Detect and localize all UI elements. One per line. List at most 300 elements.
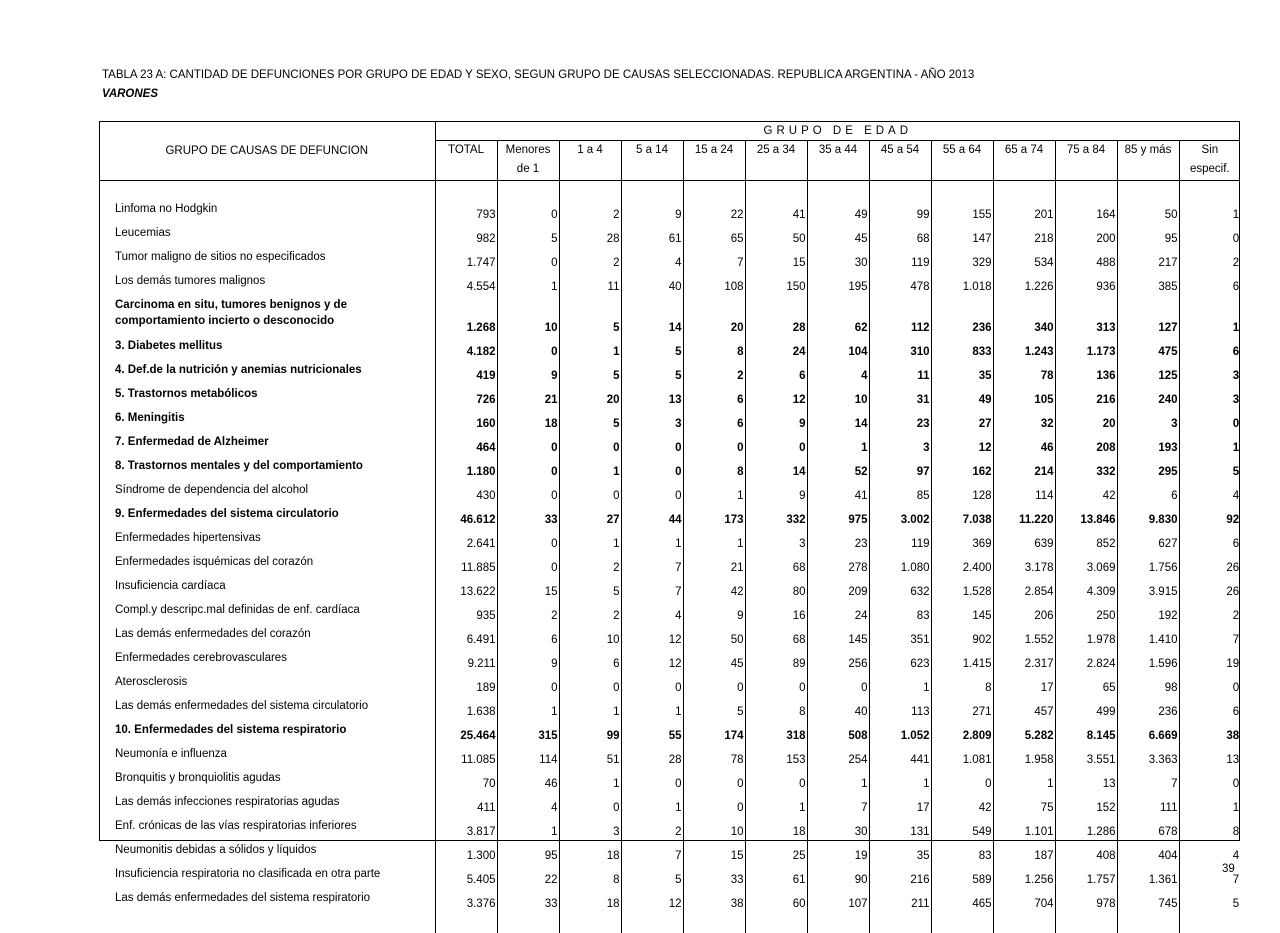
value-cell: 7	[1117, 767, 1179, 791]
value-cell: 4.182	[435, 335, 497, 359]
value-cell: 44	[621, 503, 683, 527]
value-cell: 42	[1055, 479, 1117, 503]
value-cell: 19	[1226, 658, 1240, 670]
value-cell: 534	[993, 246, 1055, 270]
value-cell: 150	[745, 270, 807, 294]
table-row	[99, 599, 1240, 623]
table-row	[99, 503, 1240, 527]
value-cell: 119	[869, 246, 931, 270]
value-cell: 236	[1117, 695, 1179, 719]
value-cell: 1	[683, 527, 745, 551]
value-cell: 15	[497, 575, 559, 599]
value-cell: 78	[683, 743, 745, 767]
value-cell: 89	[745, 647, 807, 671]
value-cell: 3	[1117, 407, 1179, 431]
value-cell: 5	[559, 294, 621, 335]
value-cell: 20	[683, 294, 745, 335]
value-cell: 90	[807, 863, 869, 887]
value-cell: 1.268	[435, 294, 497, 335]
column-header-8: 55 a 64	[931, 141, 993, 164]
value-cell: 18	[559, 839, 621, 863]
value-cell: 41	[745, 198, 807, 222]
table-row	[99, 294, 1240, 335]
value-cell: 0	[683, 791, 745, 815]
value-cell: 10	[683, 815, 745, 839]
cause-name: Insuficiencia respiratoria no clasificada en otra parte	[115, 868, 381, 880]
value-cell: 0	[1232, 778, 1240, 790]
value-cell: 3.069	[1055, 551, 1117, 575]
table-row	[99, 551, 1240, 575]
value-cell: 2	[621, 815, 683, 839]
value-cell: 1	[1232, 442, 1240, 454]
value-cell: 3	[1232, 394, 1240, 406]
value-cell: 3	[869, 431, 931, 455]
mortality-table	[99, 121, 1240, 933]
value-cell: 5	[1232, 898, 1240, 910]
value-cell: 2.641	[435, 527, 497, 551]
value-cell: 0	[745, 671, 807, 695]
cause-name: Enf. crónicas de las vías respiratorias inferiores	[115, 820, 357, 832]
column-header-line2-1: de 1	[497, 163, 559, 181]
cause-name-cell	[99, 743, 435, 767]
cause-name-cell	[99, 407, 435, 431]
table-row	[99, 791, 1240, 815]
value-cell: 408	[1055, 839, 1117, 863]
value-cell: 61	[621, 222, 683, 246]
value-cell: 5	[621, 863, 683, 887]
column-header-line2-3	[621, 163, 683, 181]
value-cell: 217	[1117, 246, 1179, 270]
value-cell: 40	[807, 695, 869, 719]
table-row	[99, 479, 1240, 503]
value-cell: 92	[1226, 514, 1240, 526]
value-cell: 1.638	[435, 695, 497, 719]
column-header-4: 15 a 24	[683, 141, 745, 164]
value-cell: 0	[807, 671, 869, 695]
value-cell: 1.415	[931, 647, 993, 671]
value-cell: 404	[1117, 839, 1179, 863]
cause-name: Enfermedades hipertensivas	[115, 532, 261, 544]
value-cell: 2.809	[931, 719, 993, 743]
table-row	[99, 455, 1240, 479]
cause-name: Las demás infecciones respiratorias agudas	[115, 796, 340, 808]
value-cell: 28	[559, 222, 621, 246]
value-cell: 7	[621, 551, 683, 575]
value-cell: 678	[1117, 815, 1179, 839]
cause-name-cell	[99, 719, 435, 743]
column-header-line2-5	[745, 163, 807, 181]
value-cell: 0	[497, 479, 559, 503]
value-cell: 1.410	[1117, 623, 1179, 647]
cause-name-cell	[99, 527, 435, 551]
value-cell: 10	[559, 623, 621, 647]
value-cell: 97	[869, 455, 931, 479]
column-header-line2-11	[1117, 163, 1179, 181]
value-cell: 112	[869, 294, 931, 335]
value-cell: 195	[807, 270, 869, 294]
value-cell: 0	[745, 431, 807, 455]
value-cell: 0	[1232, 233, 1240, 245]
value-cell: 7	[807, 791, 869, 815]
value-cell: 1	[1232, 209, 1240, 221]
value-cell: 7	[621, 575, 683, 599]
value-cell: 1	[497, 270, 559, 294]
value-cell: 83	[931, 839, 993, 863]
value-cell: 1.978	[1055, 623, 1117, 647]
value-cell: 9.830	[1117, 503, 1179, 527]
column-header-12: Sin	[1201, 144, 1219, 156]
value-cell: 152	[1055, 791, 1117, 815]
value-cell: 935	[435, 599, 497, 623]
value-cell: 488	[1055, 246, 1117, 270]
value-cell: 549	[931, 815, 993, 839]
cause-name-cell	[99, 503, 435, 527]
value-cell: 187	[993, 839, 1055, 863]
value-cell: 332	[1055, 455, 1117, 479]
value-cell: 10	[497, 294, 559, 335]
value-cell: 419	[435, 359, 497, 383]
value-cell: 45	[807, 222, 869, 246]
table-row	[99, 222, 1240, 246]
value-cell: 475	[1117, 335, 1179, 359]
value-cell: 38	[1226, 730, 1240, 742]
cause-name-cell	[99, 222, 435, 246]
value-cell: 3.551	[1055, 743, 1117, 767]
value-cell: 70	[435, 767, 497, 791]
value-cell: 12	[745, 383, 807, 407]
value-cell: 5	[621, 359, 683, 383]
value-cell: 1	[559, 695, 621, 719]
value-cell: 33	[683, 863, 745, 887]
table-title: TABLA 23 A: CANTIDAD DE DEFUNCIONES POR GRUPO DE EDAD Y SEXO, SEGUN GRUPO DE CAUSAS SELECCIONADAS. REPUBLICA ARGENTINA - AÑO 2013	[102, 69, 975, 81]
value-cell: 12	[931, 431, 993, 455]
column-header-line2-0	[435, 163, 497, 181]
value-cell: 24	[807, 599, 869, 623]
table-row	[99, 575, 1240, 599]
cause-name-cell	[99, 767, 435, 791]
page-number: 39	[1222, 863, 1235, 875]
value-cell: 627	[1117, 527, 1179, 551]
value-cell: 1.361	[1117, 863, 1179, 887]
value-cell: 12	[621, 647, 683, 671]
value-cell: 162	[931, 455, 993, 479]
cause-name: Aterosclerosis	[115, 676, 188, 688]
value-cell: 278	[807, 551, 869, 575]
value-cell: 131	[869, 815, 931, 839]
table-row	[99, 647, 1240, 671]
value-cell: 216	[869, 863, 931, 887]
value-cell: 1	[559, 455, 621, 479]
value-cell: 508	[807, 719, 869, 743]
column-header-6: 35 a 44	[807, 141, 869, 164]
table-row	[99, 270, 1240, 294]
value-cell: 1	[745, 791, 807, 815]
value-cell: 0	[497, 246, 559, 270]
value-cell: 2.824	[1055, 647, 1117, 671]
cause-name: Bronquitis y bronquiolitis agudas	[115, 772, 281, 784]
value-cell: 0	[497, 455, 559, 479]
value-cell: 833	[931, 335, 993, 359]
value-cell: 14	[745, 455, 807, 479]
table-row	[99, 839, 1240, 863]
value-cell: 6.669	[1117, 719, 1179, 743]
value-cell: 68	[745, 551, 807, 575]
value-cell: 411	[435, 791, 497, 815]
cause-name: 7. Enfermedad de Alzheimer	[115, 436, 269, 448]
value-cell: 271	[931, 695, 993, 719]
value-cell: 1.018	[931, 270, 993, 294]
value-cell: 1.180	[435, 455, 497, 479]
value-cell: 852	[1055, 527, 1117, 551]
value-cell: 40	[621, 270, 683, 294]
value-cell: 1	[497, 815, 559, 839]
value-cell: 340	[993, 294, 1055, 335]
column-header-line2-8	[931, 163, 993, 181]
cause-name: Tumor maligno de sitios no especificados	[115, 251, 326, 263]
value-cell: 465	[931, 887, 993, 911]
value-cell: 46.612	[435, 503, 497, 527]
value-cell: 478	[869, 270, 931, 294]
value-cell: 18	[745, 815, 807, 839]
value-cell: 208	[1055, 431, 1117, 455]
value-cell: 200	[1055, 222, 1117, 246]
value-cell: 1	[869, 671, 931, 695]
cause-name-cell	[99, 335, 435, 359]
cause-name: 4. Def.de la nutrición y anemias nutricionales	[115, 364, 362, 376]
value-cell: 8.145	[1055, 719, 1117, 743]
value-cell: 9	[745, 479, 807, 503]
cause-name-cell	[99, 383, 435, 407]
value-cell: 20	[1055, 407, 1117, 431]
value-cell: 12	[621, 887, 683, 911]
value-cell: 17	[869, 791, 931, 815]
value-cell: 0	[497, 527, 559, 551]
value-cell: 0	[497, 551, 559, 575]
value-cell: 726	[435, 383, 497, 407]
value-cell: 119	[869, 527, 931, 551]
cause-name-cell	[99, 479, 435, 503]
cause-name: Enfermedades isquémicas del corazón	[115, 556, 314, 568]
value-cell: 0	[497, 198, 559, 222]
value-cell: 6	[559, 647, 621, 671]
value-cell: 1.256	[993, 863, 1055, 887]
value-cell: 125	[1117, 359, 1179, 383]
value-cell: 3.817	[435, 815, 497, 839]
value-cell: 632	[869, 575, 931, 599]
value-cell: 3	[559, 815, 621, 839]
value-cell: 1	[559, 767, 621, 791]
value-cell: 14	[807, 407, 869, 431]
value-cell: 1.081	[931, 743, 993, 767]
cause-name: Las demás enfermedades del corazón	[115, 628, 311, 640]
value-cell: 254	[807, 743, 869, 767]
value-cell: 4	[497, 791, 559, 815]
value-cell: 5.282	[993, 719, 1055, 743]
value-cell: 4	[621, 599, 683, 623]
cause-name: Síndrome de dependencia del alcohol	[115, 484, 309, 496]
value-cell: 11	[559, 270, 621, 294]
value-cell: 315	[497, 719, 559, 743]
value-cell: 11.220	[993, 503, 1055, 527]
value-cell: 3.178	[993, 551, 1055, 575]
value-cell: 153	[745, 743, 807, 767]
value-cell: 256	[807, 647, 869, 671]
column-header-10: 75 a 84	[1055, 141, 1117, 164]
value-cell: 128	[931, 479, 993, 503]
value-cell: 41	[807, 479, 869, 503]
value-cell: 127	[1117, 294, 1179, 335]
column-header-3: 5 a 14	[621, 141, 683, 164]
table-row	[99, 407, 1240, 431]
table-row	[99, 671, 1240, 695]
value-cell: 13	[621, 383, 683, 407]
value-cell: 13.622	[435, 575, 497, 599]
value-cell: 6	[497, 623, 559, 647]
cause-column-header: GRUPO DE CAUSAS DE DEFUNCION	[99, 121, 435, 181]
value-cell: 31	[869, 383, 931, 407]
value-cell: 1.747	[435, 246, 497, 270]
value-cell: 50	[683, 623, 745, 647]
value-cell: 1.052	[869, 719, 931, 743]
value-cell: 28	[745, 294, 807, 335]
value-cell: 5	[559, 359, 621, 383]
value-cell: 2.317	[993, 647, 1055, 671]
value-cell: 9	[745, 407, 807, 431]
column-header-line2-9	[993, 163, 1055, 181]
cause-name-cell	[99, 695, 435, 719]
cause-name-cell	[99, 623, 435, 647]
cause-name: 8. Trastornos mentales y del comportamiento	[115, 460, 363, 472]
table-row	[99, 246, 1240, 270]
table-row	[99, 335, 1240, 359]
value-cell: 11.085	[435, 743, 497, 767]
cause-name: Las demás enfermedades del sistema respiratorio	[115, 892, 371, 904]
value-cell: 21	[497, 383, 559, 407]
value-cell: 27	[931, 407, 993, 431]
column-header-5: 25 a 34	[745, 141, 807, 164]
value-cell: 7	[1232, 874, 1240, 886]
value-cell: 30	[807, 246, 869, 270]
value-cell: 369	[931, 527, 993, 551]
value-cell: 0	[497, 335, 559, 359]
column-header-11: 85 y más	[1117, 141, 1179, 164]
value-cell: 17	[993, 671, 1055, 695]
value-cell: 0	[621, 767, 683, 791]
value-cell: 23	[807, 527, 869, 551]
cause-name-cell	[99, 647, 435, 671]
value-cell: 32	[993, 407, 1055, 431]
value-cell: 108	[683, 270, 745, 294]
cause-name: 10. Enfermedades del sistema respiratorio	[115, 724, 347, 736]
value-cell: 2	[1232, 610, 1240, 622]
value-cell: 3.376	[435, 887, 497, 911]
value-cell: 936	[1055, 270, 1117, 294]
column-header-9: 65 a 74	[993, 141, 1055, 164]
value-cell: 1	[621, 527, 683, 551]
value-cell: 1	[1232, 802, 1240, 814]
value-cell: 7.038	[931, 503, 993, 527]
value-cell: 8	[931, 671, 993, 695]
value-cell: 9	[683, 599, 745, 623]
value-cell: 4.554	[435, 270, 497, 294]
value-cell: 313	[1055, 294, 1117, 335]
cause-name-cell	[99, 791, 435, 815]
value-cell: 3.915	[1117, 575, 1179, 599]
value-cell: 46	[497, 767, 559, 791]
value-cell: 3	[745, 527, 807, 551]
value-cell: 1	[683, 479, 745, 503]
value-cell: 16	[745, 599, 807, 623]
value-cell: 1.528	[931, 575, 993, 599]
value-cell: 6	[683, 407, 745, 431]
value-cell: 1.552	[993, 623, 1055, 647]
cause-name: Insuficiencia cardíaca	[115, 580, 226, 592]
value-cell: 982	[435, 222, 497, 246]
value-cell: 33	[497, 887, 559, 911]
cause-name: Los demás tumores malignos	[115, 275, 266, 287]
value-cell: 201	[993, 198, 1055, 222]
value-cell: 28	[621, 743, 683, 767]
value-cell: 114	[993, 479, 1055, 503]
value-cell: 164	[1055, 198, 1117, 222]
value-cell: 2	[559, 599, 621, 623]
value-cell: 18	[497, 407, 559, 431]
value-cell: 214	[993, 455, 1055, 479]
value-cell: 83	[869, 599, 931, 623]
value-cell: 45	[683, 647, 745, 671]
value-cell: 65	[683, 222, 745, 246]
value-cell: 95	[497, 839, 559, 863]
table-row	[99, 431, 1240, 455]
value-cell: 2	[559, 246, 621, 270]
value-cell: 55	[621, 719, 683, 743]
value-cell: 27	[559, 503, 621, 527]
cause-name: 3. Diabetes mellitus	[115, 340, 223, 352]
value-cell: 218	[993, 222, 1055, 246]
value-cell: 3	[621, 407, 683, 431]
value-cell: 145	[931, 599, 993, 623]
table-row	[99, 719, 1240, 743]
value-cell: 26	[1226, 562, 1240, 574]
value-cell: 0	[621, 455, 683, 479]
value-cell: 1	[869, 767, 931, 791]
value-cell: 4	[1232, 850, 1240, 862]
value-cell: 147	[931, 222, 993, 246]
value-cell: 98	[1117, 671, 1179, 695]
value-cell: 99	[559, 719, 621, 743]
value-cell: 9	[497, 359, 559, 383]
value-cell: 1	[621, 791, 683, 815]
value-cell: 14	[621, 294, 683, 335]
value-cell: 793	[435, 198, 497, 222]
value-cell: 0	[621, 671, 683, 695]
value-cell: 51	[559, 743, 621, 767]
value-cell: 1	[993, 767, 1055, 791]
value-cell: 1	[559, 527, 621, 551]
cause-name-cell	[99, 198, 435, 222]
value-cell: 5	[559, 407, 621, 431]
value-cell: 441	[869, 743, 931, 767]
value-cell: 15	[683, 839, 745, 863]
value-cell: 18	[559, 887, 621, 911]
table-row	[99, 198, 1240, 222]
cause-name-cell	[99, 294, 435, 335]
value-cell: 0	[683, 431, 745, 455]
value-cell: 1	[559, 335, 621, 359]
table-row	[99, 623, 1240, 647]
table-row	[99, 527, 1240, 551]
column-header-0: TOTAL	[435, 141, 497, 164]
